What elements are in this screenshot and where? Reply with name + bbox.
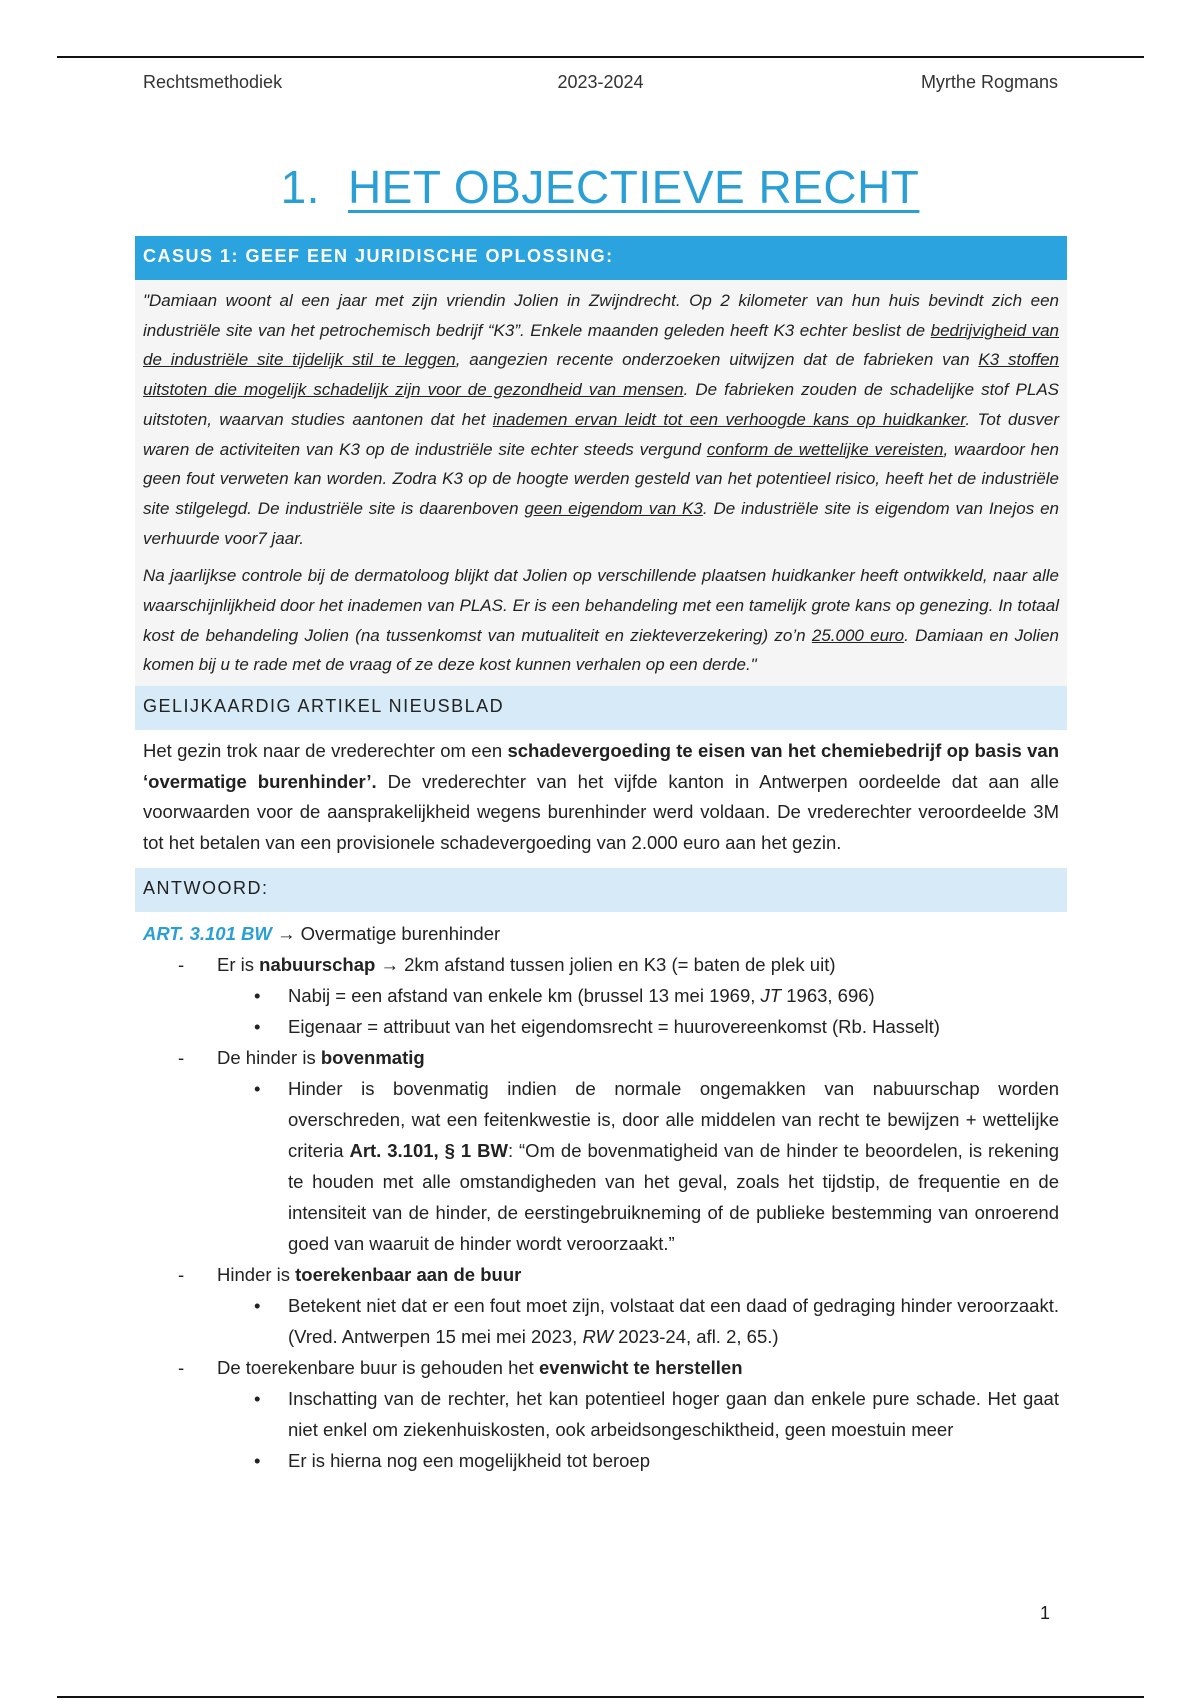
casus-paragraph-2 bbox=[143, 561, 1059, 680]
news-paragraph bbox=[135, 730, 1067, 868]
title-text: HET OBJECTIEVE RECHT bbox=[347, 161, 920, 213]
list-item bbox=[178, 1042, 1059, 1259]
casus-text-span: . De industriële site is eigendom van Inejos en verhuurde voor7 jaar. bbox=[143, 498, 1060, 548]
news-text-span: Het gezin trok naar de vrederechter om een bbox=[143, 740, 508, 762]
sub-list bbox=[217, 1290, 1059, 1352]
list-item-text: De toerekenbare buur is gehouden het bbox=[217, 1357, 539, 1379]
sub-item-text: : “Om de bovenmatigheid van de hinder te beoordelen, is rekening te houden met alle omstandigheden van het geval, zoals het tijdstip, de frequentie en de intensiteit van de hinder, de eerstingebruikneming of de publieke bestemming van onroerend goed van waaruit de hinder wordt veroorzaakt.” bbox=[288, 1140, 1059, 1255]
casus-underlined-span: K3 stoffen uitstoten die mogelijk schadelijk zijn voor de gezondheid van mensen bbox=[143, 350, 1059, 400]
casus-text-span: . De fabrieken zouden de schadelijke stof PLAS uitstoten, waarvan studies aantonen dat het bbox=[143, 380, 1059, 429]
list-item bbox=[178, 1352, 1059, 1476]
article-description: Overmatige burenhinder bbox=[300, 923, 501, 945]
bottom-rule bbox=[57, 1696, 1144, 1698]
sub-item-text: 1963, 696) bbox=[781, 985, 875, 1007]
sub-item-text: Betekent niet dat er een fout moet zijn, volstaat dat een daad of gedraging hinder veroorzaakt. (Vred. Antwerpen 15 mei mei 2023, bbox=[288, 1295, 1059, 1348]
sub-list-item bbox=[254, 1290, 1059, 1352]
answer-section bbox=[135, 912, 1067, 1476]
casus-underlined-span: geen eigendom van K3 bbox=[524, 498, 703, 518]
casus-paragraph-1 bbox=[143, 286, 1059, 553]
news-heading: GELIJKAARDIG ARTIKEL NIEUSBLAD bbox=[135, 686, 1067, 730]
casus-text-span: , aangezien recente onderzoeken uitwijzen dat de fabrieken van bbox=[455, 350, 979, 370]
sub-list bbox=[217, 1383, 1059, 1476]
list-item-text: → 2km afstand tussen jolien en K3 (= baten de plek uit) bbox=[375, 954, 836, 976]
casus-underlined-span: bedrijvigheid van de industriële site tijdelijk stil te leggen bbox=[143, 320, 1059, 370]
sub-list-item bbox=[254, 1073, 1059, 1259]
list-item-text: De hinder is bbox=[217, 1047, 321, 1069]
arrow-icon: → bbox=[271, 923, 301, 945]
sub-list-item: • Er is hierna nog een mogelijkheid tot beroep bbox=[254, 1445, 1059, 1476]
sub-list bbox=[217, 1073, 1059, 1259]
answer-heading: ANTWOORD: bbox=[135, 868, 1067, 912]
sub-item-italic: RW bbox=[582, 1326, 613, 1348]
list-item-bold: nabuurschap bbox=[259, 954, 376, 976]
casus-underlined-span: inademen ervan leidt tot een verhoogde kans op huidkanker bbox=[492, 409, 966, 429]
casus-text-span: , waardoor hen geen fout verweten kan worden. Zodra K3 op de hoogte werden gesteld van het potentieel risico, heeft het de industriële site stilgelegd. De industriële site is daarenboven bbox=[143, 439, 1059, 518]
article-line bbox=[143, 918, 1059, 949]
header-course: Rechtsmethodiek bbox=[143, 72, 283, 92]
criteria-list bbox=[143, 949, 1059, 1476]
casus-text-span: Na jaarlijkse controle bij de dermatoloog blijkt dat Jolien op verschillende plaatsen huidkanker heeft ontwikkeld, naar alle waarschijnlijkheid door het inademen van PLAS. Er is een behandeling met een tamelijk grote kans op genezing. In totaal kost de behandeling Jolien (na tussenkomst van mutualiteit en ziekteverzekering) zo’n bbox=[143, 566, 1059, 645]
sub-list-item bbox=[254, 980, 1059, 1011]
casus-underlined-span: conform de wettelijke vereisten bbox=[706, 439, 944, 459]
page-number: 1 bbox=[1040, 1603, 1051, 1623]
sub-item-text: 2023-24, afl. 2, 65.) bbox=[612, 1326, 779, 1348]
news-text-span: De vrederechter van het vijfde kanton in Antwerpen oordeelde dat aan alle voorwaarden voor de aansprakelijkheid wegens burenhinder werd voldaan. De vrederechter veroordeelde 3M tot het betalen van een provisionele schadevergoeding van 2.000 euro aan het gezin. bbox=[143, 770, 1059, 853]
list-item bbox=[178, 949, 1059, 1042]
sub-list-item: • Inschatting van de rechter, het kan potentieel hoger gaan dan enkele pure schade. Het gaat niet enkel om ziekenhuiskosten, ook arbeidsongeschiktheid, geen moestuin meer bbox=[254, 1383, 1059, 1445]
document-body bbox=[135, 236, 1067, 1476]
casus-underlined-span: 25.000 euro bbox=[811, 625, 905, 645]
sub-item-text: Nabij = een afstand van enkele km (brussel 13 mei 1969, bbox=[288, 985, 761, 1007]
list-item bbox=[178, 1259, 1059, 1352]
list-item-text: Er is bbox=[217, 954, 260, 976]
top-rule bbox=[57, 56, 1144, 58]
sub-list bbox=[217, 980, 1059, 1042]
sub-item-bold: Art. 3.101, § 1 BW bbox=[349, 1140, 508, 1162]
page-title bbox=[0, 160, 1200, 214]
list-item-bold: evenwicht te herstellen bbox=[538, 1357, 743, 1379]
sub-list-item: • Eigenaar = attribuut van het eigendomsrecht = huurovereenkomst (Rb. Hasselt) bbox=[254, 1011, 1059, 1042]
article-reference: ART. 3.101 BW bbox=[143, 923, 272, 945]
sub-item-text: Hinder is bovenmatig indien de normale ongemakken van nabuurschap worden overschreden, wat een feitenkwestie is, door alle middelen van recht te bewijzen + wettelijke criteria bbox=[288, 1078, 1059, 1162]
header-author: Myrthe Rogmans bbox=[920, 72, 1058, 92]
list-item-bold: bovenmatig bbox=[320, 1047, 425, 1069]
casus-heading: CASUS 1: GEEF EEN JURIDISCHE OPLOSSING: bbox=[135, 236, 1067, 280]
casus-text-span: . Tot dusver waren de activiteiten van K3 op de industriële site echter steeds vergund bbox=[143, 409, 1059, 459]
header-year: 2023-2024 bbox=[557, 72, 644, 92]
casus-text bbox=[135, 280, 1067, 686]
news-bold-span: schadevergoeding te eisen van het chemiebedrijf op basis van ‘overmatige burenhinder’. bbox=[143, 740, 1060, 792]
casus-text-span: "Damiaan woont al een jaar met zijn vriendin Jolien in Zwijndrecht. Op 2 kilometer van hun huis bevindt zich een industriële site van het petrochemisch bedrijf “K3”. Enkele maanden geleden heeft K3 echter beslist de bbox=[143, 291, 1059, 340]
sub-item-italic: JT bbox=[760, 985, 782, 1007]
casus-text-span: . Damiaan en Jolien komen bij u te rade met de vraag of ze deze kost kunnen verhalen op een derde." bbox=[143, 625, 1059, 675]
list-item-bold: toerekenbaar aan de buur bbox=[295, 1264, 522, 1286]
list-item-text: Hinder is bbox=[217, 1264, 296, 1286]
page-header bbox=[143, 72, 1058, 98]
title-number: 1. bbox=[280, 161, 320, 213]
